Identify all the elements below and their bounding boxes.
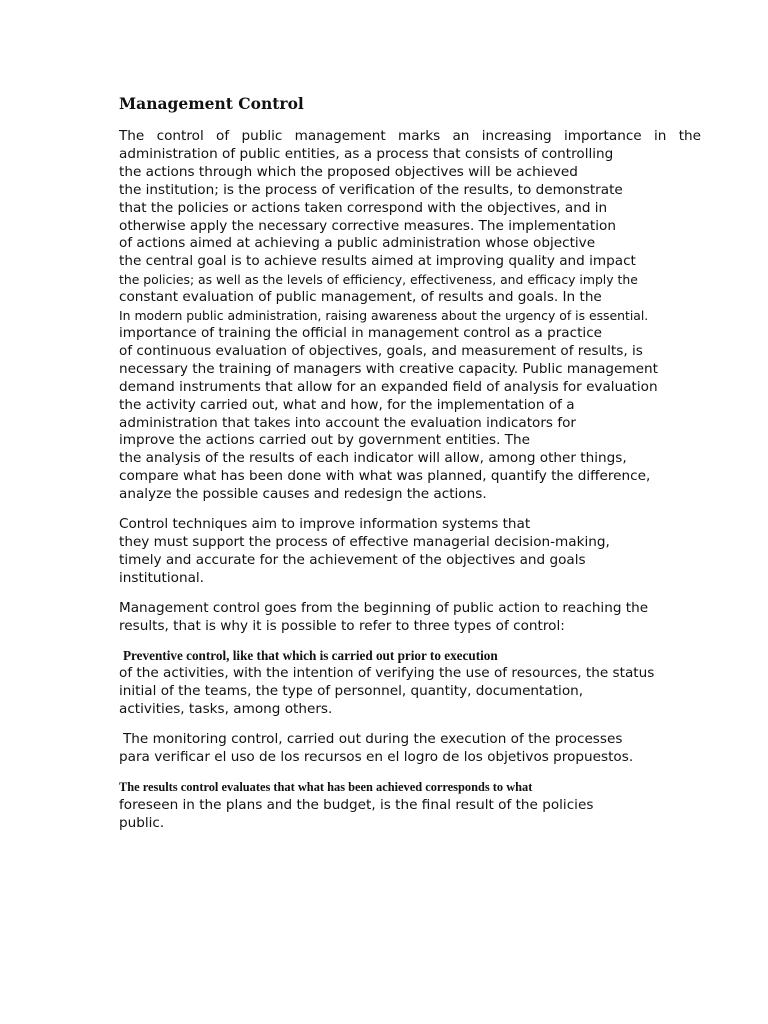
text-line: constant evaluation of public management, of results and goals. In the [119, 289, 602, 306]
text-line: the activity carried out, what and how, for the implementation of a [119, 396, 575, 413]
paragraph-results-control [119, 779, 701, 833]
text-line: administration that takes into account the evaluation indicators for [119, 414, 577, 431]
text-line: the actions through which the proposed objectives will be achieved [119, 163, 578, 180]
text-line: of continuous evaluation of objectives, goals, and measurement of results, is [119, 342, 643, 359]
text-line: foreseen in the plans and the budget, is the final result of the policies [119, 796, 594, 813]
text-line: timely and accurate for the achievement of the objectives and goals [119, 551, 586, 568]
text-line: para verificar el uso de los recursos en el logro de los objetivos propuestos. [119, 749, 634, 765]
text-line: Preventive control, like that which is carried out prior to execution [123, 648, 498, 664]
text-line: of actions aimed at achieving a public administration whose objective [119, 235, 596, 252]
text-line: the analysis of the results of each indicator will allow, among other things, [119, 450, 627, 467]
paragraph-types-intro [119, 600, 701, 636]
text-line: they must support the process of effective managerial decision-making, [119, 533, 610, 550]
document-body [119, 94, 701, 845]
text-line: initial of the teams, the type of personnel, quantity, documentation, [119, 683, 584, 700]
text-line: the central goal is to achieve results aimed at improving quality and impact [119, 253, 636, 270]
text-line: the policies; as well as the levels of efficiency, effectiveness, and efficacy imply the [119, 272, 638, 288]
text-line: the institution; is the process of verification of the results, to demonstrate [119, 181, 623, 198]
paragraph-monitoring-control [119, 731, 701, 767]
paragraph-control-techniques [119, 516, 701, 588]
text-line: compare what has been done with what was planned, quantify the difference, [119, 468, 651, 485]
text-line: public. [119, 814, 165, 831]
text-line: demand instruments that allow for an expanded field of analysis for evaluation [119, 378, 658, 395]
text-line: necessary the training of managers with creative capacity. Public management [119, 360, 658, 377]
text-line: activities, tasks, among others. [119, 701, 333, 718]
text-line: analyze the possible causes and redesign the actions. [119, 486, 487, 503]
text-line: Management control goes from the beginning of public action to reaching the [119, 599, 649, 616]
text-line: improve the actions carried out by government entities. The [119, 432, 531, 449]
paragraph-intro [119, 128, 701, 504]
text-line: otherwise apply the necessary corrective measures. The implementation [119, 217, 616, 234]
text-line: In modern public administration, raising awareness about the urgency of is essential. [119, 308, 649, 324]
paragraph-preventive-control [119, 647, 701, 719]
text-line: Control techniques aim to improve information systems that [119, 516, 531, 533]
text-line: results, that is why it is possible to refer to three types of control: [119, 617, 565, 634]
text-line: The monitoring control, carried out during the execution of the processes [123, 731, 623, 748]
text-line: institutional. [119, 569, 204, 586]
text-line: The control of public management marks an increasing importance in the [119, 128, 701, 144]
text-line: The results control evaluates that what has been achieved corresponds to what [119, 779, 533, 794]
text-line: of the activities, with the intention of verifying the use of resources, the status [119, 665, 655, 682]
document-title: Management Control [119, 94, 304, 113]
text-line: that the policies or actions taken correspond with the objectives, and in [119, 199, 608, 216]
text-line: importance of training the official in management control as a practice [119, 324, 603, 341]
text-line: administration of public entities, as a process that consists of controlling [119, 145, 614, 162]
